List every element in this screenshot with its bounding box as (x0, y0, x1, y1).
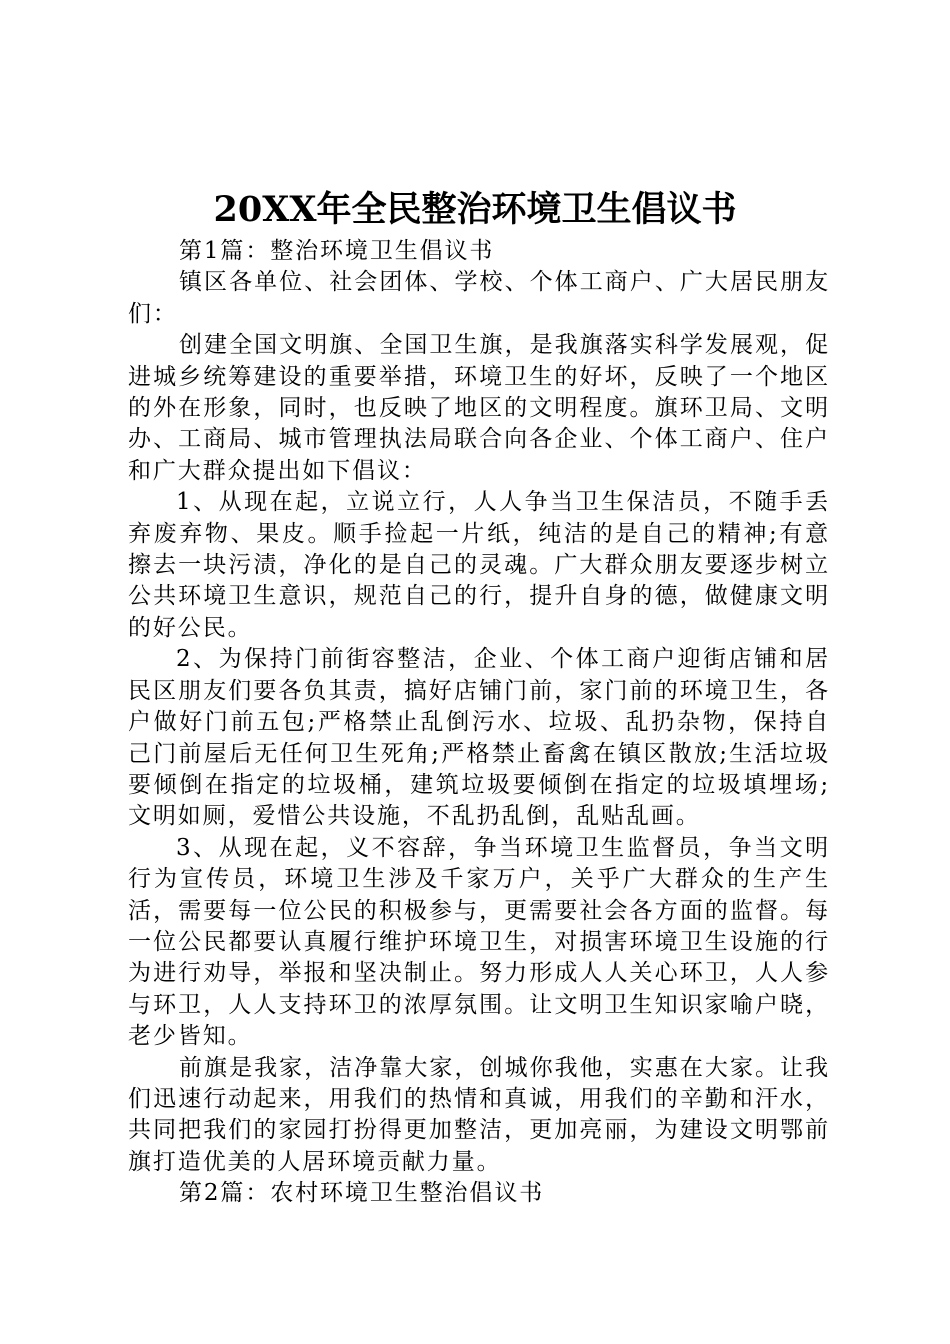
proposal-3-paragraph: 3、从现在起，义不容辞，争当环境卫生监督员，争当文明行为宣传员，环境卫生涉及千家万户，关乎广大群众的生产生活，需要每一位公民的积极参与，更需要社会各方面的监督。每一位公民都要认真履行维护环境卫生，对损害环境卫生设施的行为进行劝导，举报和坚决制止。努力形成人人关心环卫，人人参与环卫，人人支持环卫的浓厚氛围。让文明卫生知识家喻户晓，老少皆知。 (128, 834, 830, 1050)
proposal-2-paragraph: 2、为保持门前街容整洁，企业、个体工商户迎街店铺和居民区朋友们要各负其责，搞好店铺门前，家门前的环境卫生，各户做好门前五包;严格禁止乱倒污水、垃圾、乱扔杂物，保持自己门前屋后无任何卫生死角;严格禁止畜禽在镇区散放;生活垃圾要倾倒在指定的垃圾桶，建筑垃圾要倾倒在指定的垃圾填埋场;文明如厕，爱惜公共设施，不乱扔乱倒，乱贴乱画。 (128, 646, 830, 830)
salutation: 镇区各单位、社会团体、学校、个体工商户、广大居民朋友们： (128, 269, 830, 327)
document-title: 20XX年全民整治环境卫生倡议书 (213, 189, 737, 230)
document-body (128, 236, 830, 1210)
section-heading-2: 第2篇：农村环境卫生整治倡议书 (179, 1180, 545, 1207)
closing-paragraph: 前旗是我家，洁净靠大家，创城你我他，实惠在大家。让我们迅速行动起来，用我们的热情和真诚，用我们的辛勤和汗水，共同把我们的家园打扮得更加整洁，更加亮丽，为建设文明鄂前旗打造优美的人居环境贡献力量。 (128, 1054, 830, 1175)
intro-paragraph: 创建全国文明旗、全国卫生旗，是我旗落实科学发展观，促进城乡统筹建设的重要举措，环境卫生的好坏，反映了一个地区的外在形象，同时，也反映了地区的文明程度。旗环卫局、文明办、工商局、城市管理执法局联合向各企业、个体工商户、住户和广大群众提出如下倡议： (128, 332, 830, 484)
proposal-1-paragraph: 1、从现在起，立说立行，人人争当卫生保洁员，不随手丢弃废弃物、果皮。顺手捡起一片纸，纯洁的是自己的精神;有意擦去一块污渍，净化的是自己的灵魂。广大群众朋友要逐步树立公共环境卫生意识，规范自己的行，提升自身的德，做健康文明的好公民。 (128, 489, 830, 641)
section-heading-1: 第1篇：整治环境卫生倡议书 (179, 238, 495, 264)
